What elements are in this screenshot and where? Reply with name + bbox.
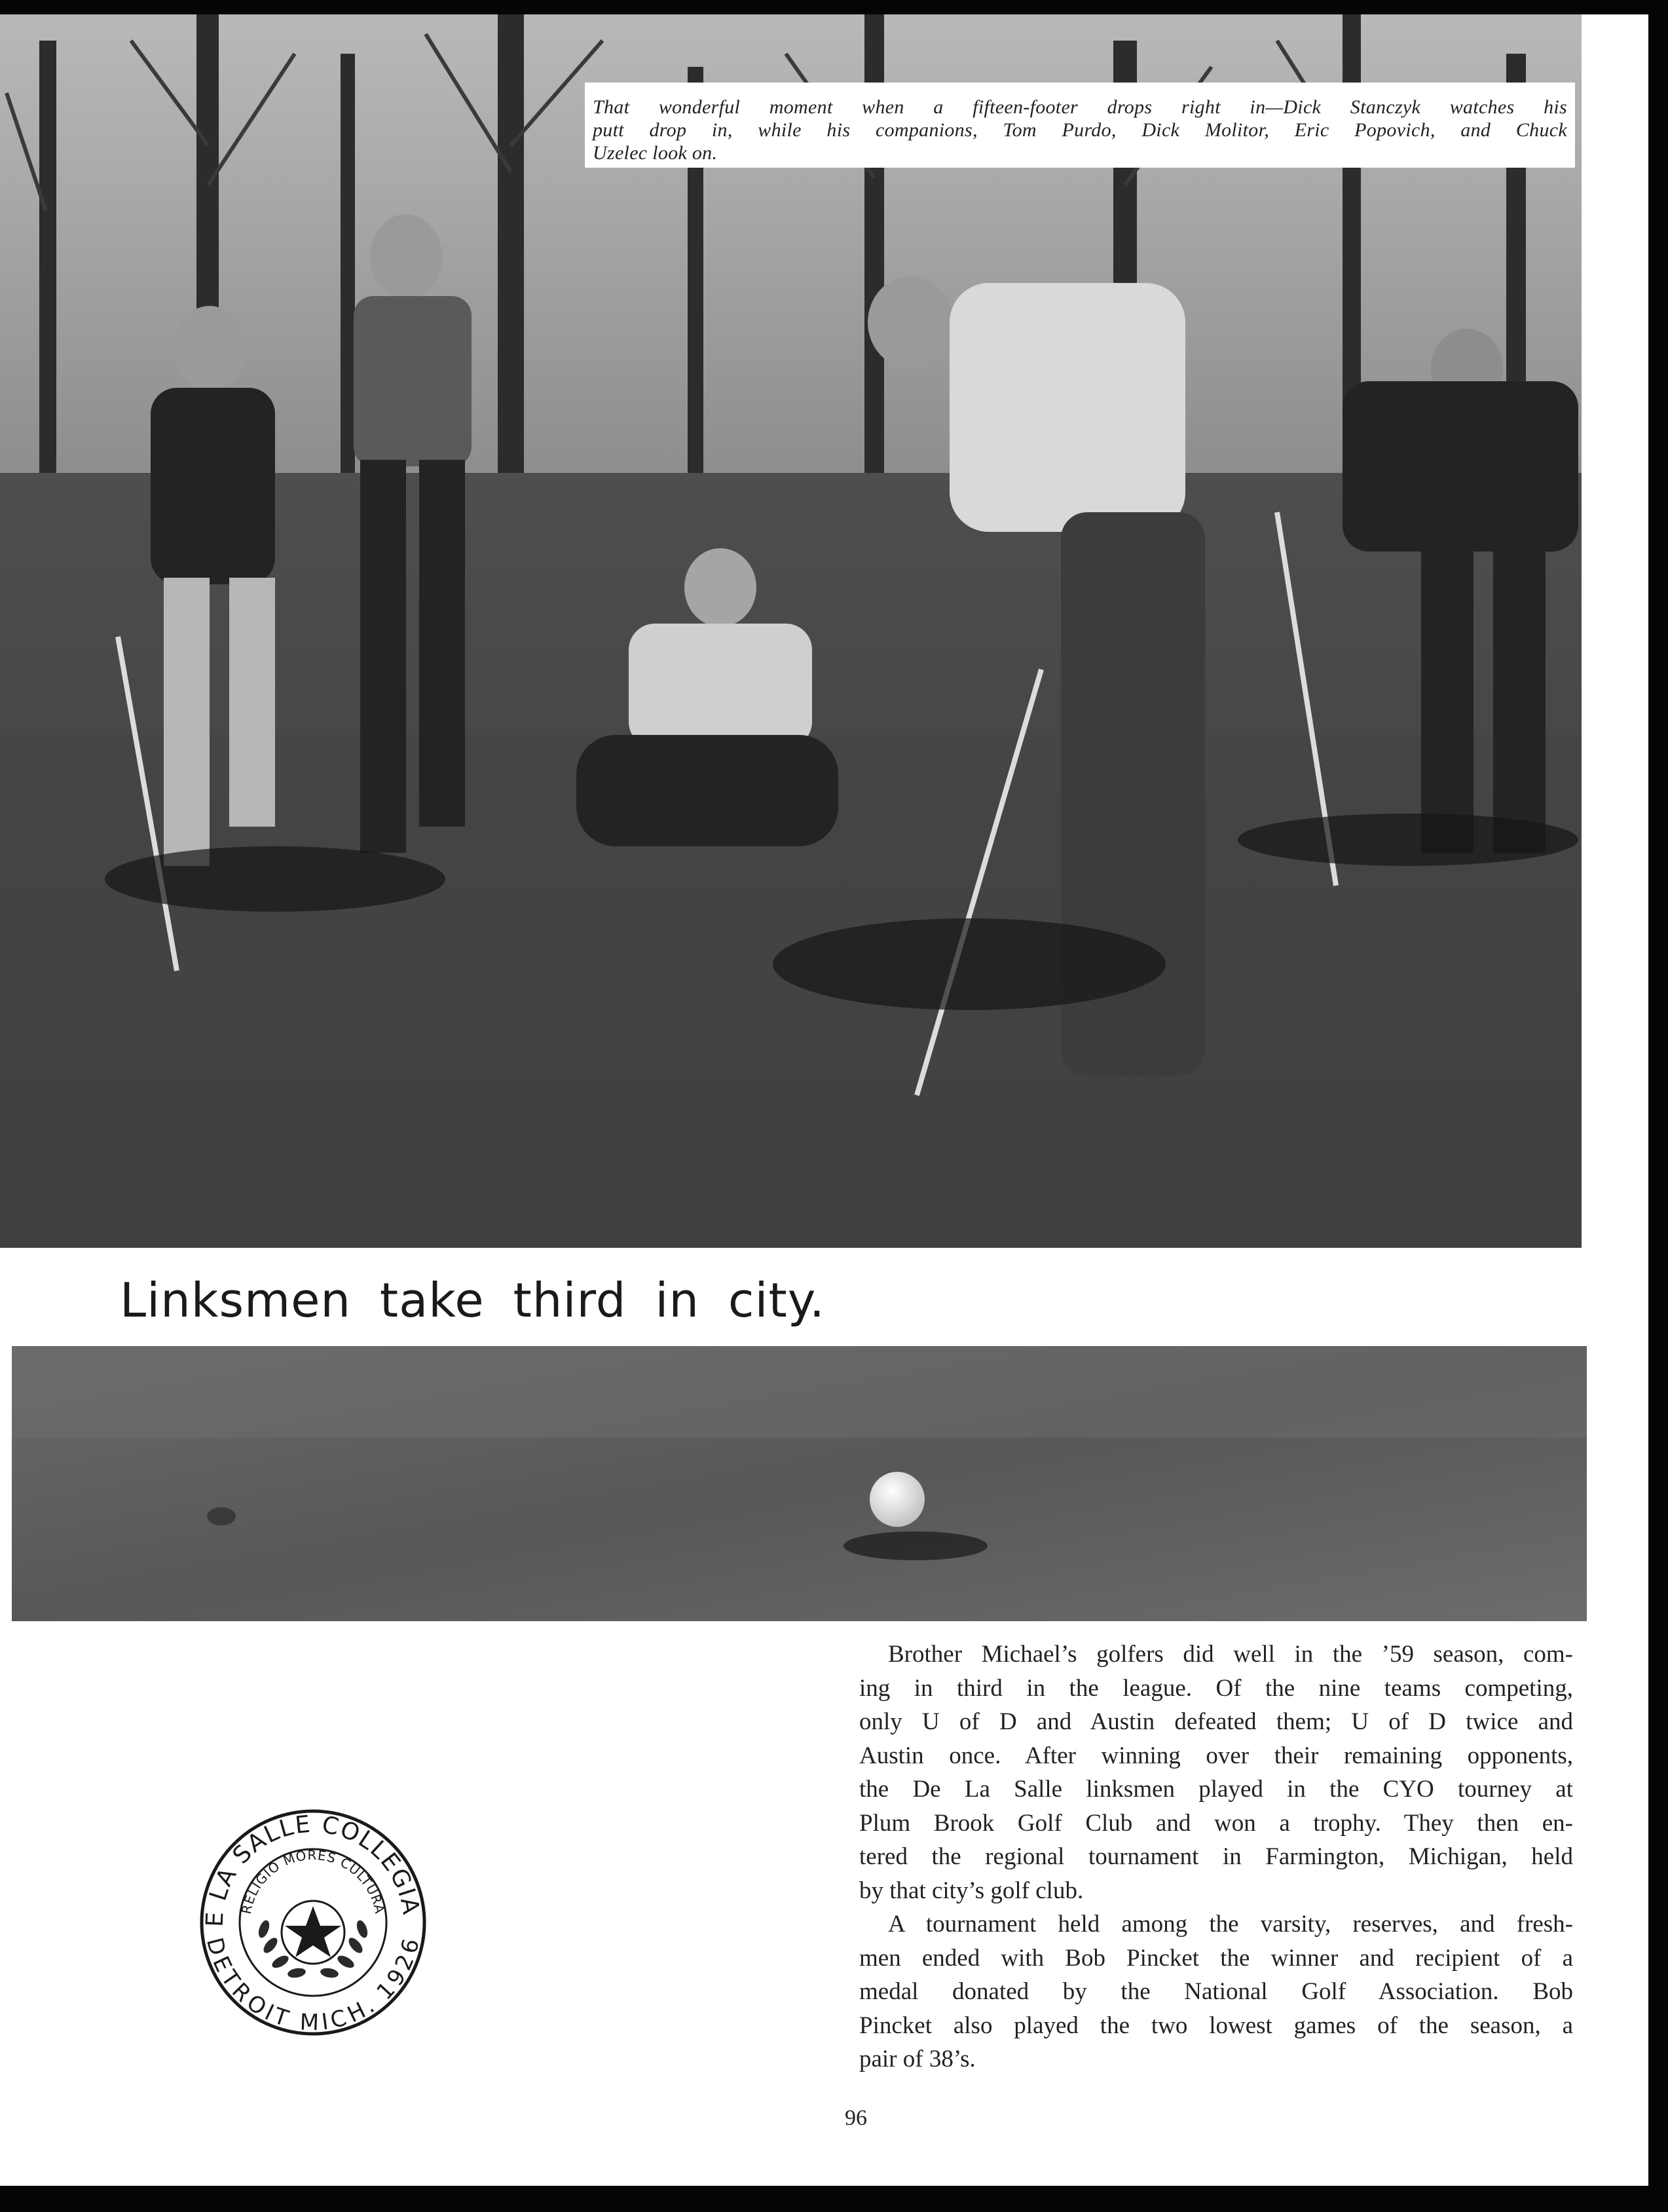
- article-paragraph-1: [859, 1638, 1573, 1907]
- article-line: Brother Michael’s golfers did well in the ’59 season, com-: [888, 1641, 1573, 1668]
- caption-line-1: That wonderful moment when a fifteen-footer drops right in—Dick Stanczyk watches his: [593, 96, 1567, 118]
- article-line: medal donated by the National Golf Association. Bob: [859, 1978, 1573, 2005]
- article-line: ing in third in the league. Of the nine teams competing,: [859, 1674, 1573, 1702]
- article-line: by that city’s golf club.: [859, 1877, 1084, 1904]
- page-number: 96: [845, 2106, 867, 2130]
- de-la-salle-seal-icon: [198, 1808, 428, 2037]
- page-headline: Linksmen take third in city.: [120, 1273, 825, 1328]
- scan-edge-top: [0, 0, 1668, 14]
- golf-putting-photo: [0, 14, 1582, 1248]
- seal-inner-text: RELIGIO MORES CULTURA: [238, 1846, 388, 1916]
- article-line: the De La Salle linksmen played in the CYO tourney at: [859, 1776, 1573, 1803]
- caption-line-3: Uzelec look on.: [593, 142, 718, 164]
- golf-putting-scene-icon: [0, 14, 1582, 1248]
- scan-edge-right: [1648, 0, 1668, 2212]
- seal-graphic: [198, 1808, 428, 2037]
- photo-caption: [585, 83, 1575, 168]
- article-paragraph-2: [859, 1907, 1573, 2076]
- article-line: Pincket also played the two lowest games of the season, a: [859, 2012, 1573, 2039]
- article-line: only U of D and Austin defeated them; U of D twice and: [859, 1708, 1573, 1735]
- golf-ball-on-green-icon: [12, 1346, 1587, 1621]
- article-line: Plum Brook Golf Club and won a trophy. They then en-: [859, 1809, 1573, 1837]
- seal-outer-bottom-text: DETROIT MICH. 1926: [200, 1935, 426, 2036]
- article-body: [859, 1638, 1573, 2076]
- scan-edge-bottom: [0, 2186, 1668, 2212]
- golf-ball: [870, 1472, 925, 1527]
- golf-ball-photo: [12, 1346, 1587, 1621]
- article-line: men ended with Bob Pincket the winner and recipient of a: [859, 1944, 1573, 1972]
- article-line: Austin once. After winning over their remaining opponents,: [859, 1742, 1573, 1769]
- article-line: A tournament held among the varsity, reserves, and fresh-: [888, 1911, 1573, 1938]
- caption-line-2: putt drop in, while his companions, Tom Purdo, Dick Molitor, Eric Popovich, and Chuck: [593, 119, 1567, 141]
- article-line: tered the regional tournament in Farmington, Michigan, held: [859, 1843, 1573, 1870]
- seal-outer-top-text: E LA SALLE COLLEGIA: [201, 1810, 424, 1928]
- article-line: pair of 38’s.: [859, 2046, 976, 2072]
